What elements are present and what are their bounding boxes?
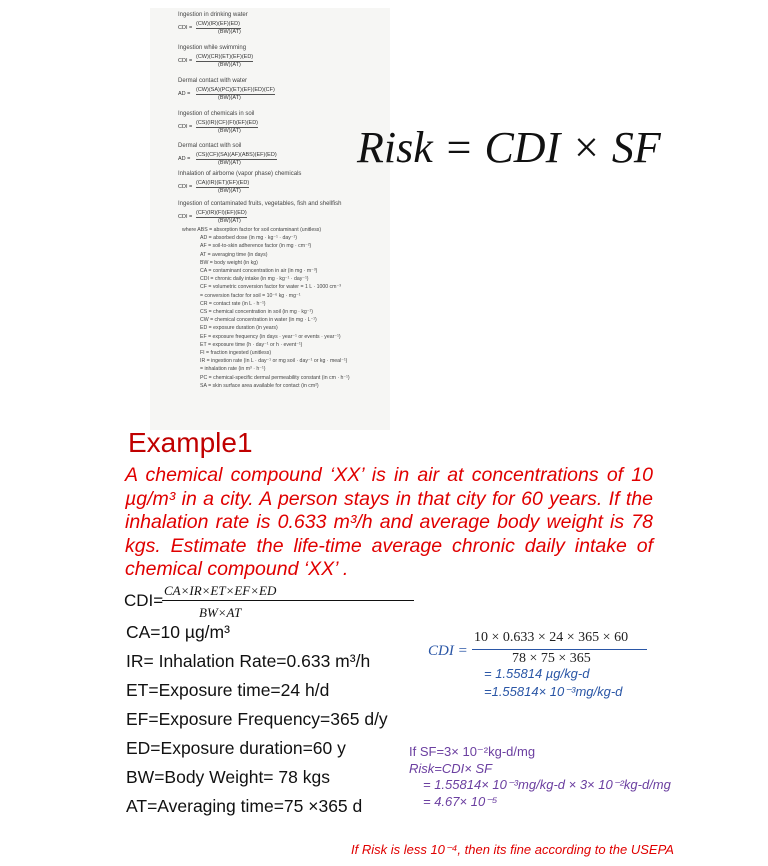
scan-equation [178,87,275,101]
risk-calc-result: = 4.67× 10⁻⁵ [423,793,498,809]
usepa-footnote: If Risk is less 10⁻⁴, then its fine according to the USEPA [351,842,674,857]
scan-equation [178,120,258,134]
risk-calc-sf: If SF=3× 10⁻²kg-d/mg [409,744,536,759]
scan-equation-label: Ingestion of contaminated fruits, vegetables, fish and shellfish [178,201,342,207]
scan-definition-line: CA = contaminant concentration in air (in mg · m⁻³) [200,268,318,275]
scan-equation-label: Ingestion of chemicals in soil [178,111,255,117]
variable-item: EF=Exposure Frequency=365 d/y [126,709,388,729]
calc-numerator: 10 × 0.633 × 24 × 365 × 60 [474,630,629,645]
scan-equation-num: (CW)(IR)(EF)(ED) [196,21,240,27]
risk-calculation [409,744,671,810]
example-title: Example1 [128,427,253,458]
scan-equation-label: Dermal contact with water [178,78,248,84]
scan-equation [178,180,249,194]
variable-item: ET=Exposure time=24 h/d [126,680,330,700]
risk-calc-substitution: = 1.55814× 10⁻³mg/kg-d × 3× 10⁻²kg-d/mg [423,777,671,792]
problem-statement: A chemical compound ‘XX’ is in air at concentrations of 10 µg/m³ in a city. A person stays in that city for 60 years. If the inhalation rate is 0.633 m³/h and average body weight is 78 kgs. Estimate the life-time average chronic daily intake of chemical compound ‘XX’ . [125,464,653,580]
scan-equation-num: (CS)(IR)(CF)(FI)(EF)(ED) [196,120,259,126]
scan-definition-line: where ABS = absorption factor for soil contaminant (unitless) [182,227,322,233]
scan-equation-lhs: CDI = [178,184,193,190]
scan-equation-num: (CS)(CF)(SA)(AF)(ABS)(EF)(ED) [196,152,277,158]
scan-definition-line: CW = chemical concentration in water (in mg · L⁻¹) [200,317,317,324]
scan-equation-lhs: CDI = [178,25,193,31]
scan-definition-line: = inhalation rate (in m³ · h⁻¹) [200,366,266,373]
scan-equation-num: (CW)(SA)(PC)(ET)(EF)(ED)(CF) [196,87,275,93]
scan-equation [178,21,241,35]
scan-equation-lhs: CDI = [178,124,193,130]
scan-equation-den: (BW)(AT) [218,28,241,35]
scan-definition-line: IR = ingestion rate (in L · day⁻¹ or mg soil · day⁻¹ or kg · meal⁻¹) [200,358,348,365]
calc-result-ug: = 1.55814 µg/kg-d [484,666,590,681]
scan-equation-den: (BW)(AT) [218,61,241,68]
variable-item: CA=10 µg/m³ [126,622,230,642]
scan-definition-line: CR = contact rate (in L · h⁻¹) [200,300,266,307]
risk-formula: Risk = CDI × SF [357,123,661,172]
scan-definition-line: CDI = chronic daily intake (in mg · kg⁻¹ · day⁻¹) [200,276,309,283]
scan-equation-den: (BW)(AT) [218,94,241,101]
calc-lhs: CDI = [428,643,468,659]
scan-definition-line: PC = chemical-specific dermal permeability constant (in cm · h⁻¹) [200,374,350,381]
scan-definition-line: FI = fraction ingested (unitless) [200,350,272,357]
scan-equation-lhs: AD = [178,156,191,162]
calc-denominator: 78 × 75 × 365 [512,651,591,666]
calc-result-mg: =1.55814× 10⁻³mg/kg-d [484,684,623,699]
scan-equation-label: Ingestion while swimming [178,45,247,51]
scan-definition-line: ET = exposure time (h · day⁻¹ or h · event⁻¹) [200,341,303,348]
scan-definition-line: AD = absorbed dose (in mg · kg⁻¹ · day⁻¹) [200,235,298,242]
fraction-bar [162,600,414,601]
scan-equation-lhs: AD = [178,91,191,97]
scan-definition-line: CF = volumetric conversion factor for water = 1 L · 1000 cm⁻³ [200,284,341,291]
scan-equation [178,54,253,68]
scan-equation-lhs: CDI = [178,214,193,220]
scan-equation [178,152,277,166]
scan-definition-line: BW = body weight (in kg) [200,259,258,266]
scan-definition-line: AT = averaging time (in days) [200,251,268,258]
scan-equation-label: Inhalation of airborne (vapor phase) chemicals [178,171,302,177]
scan-equation-den: (BW)(AT) [218,187,241,194]
scan-equation-label: Dermal contact with soil [178,143,242,149]
variable-item: IR= Inhalation Rate=0.633 m³/h [126,651,371,671]
scan-definition-line: CS = chemical concentration in soil (in mg · kg⁻¹) [200,309,314,316]
scan-equation-num: (CW)(CR)(ET)(EF)(ED) [196,54,254,60]
cdi-def-numerator: CA×IR×ET×EF×ED [164,583,277,598]
scan-equation-den: (BW)(AT) [218,217,241,224]
scan-definitions [182,226,350,390]
scan-equation-label: Ingestion in drinking water [178,12,248,18]
cdi-def-lhs: CDI= [124,591,164,610]
scan-equation-num: (CA)(IR)(ET)(EF)(ED) [196,180,250,186]
risk-calc-formula: Risk=CDI× SF [409,760,493,776]
scan-definition-line: EF = exposure frequency (in days · year⁻¹ or events · year⁻¹) [200,333,341,340]
scan-equation [178,210,247,224]
cdi-def-denominator: BW×AT [199,605,242,620]
scan-equation-den: (BW)(AT) [218,127,241,134]
equation-sheet-image [150,8,390,430]
scan-equation-num: (CF)(IR)(FI)(EF)(ED) [196,210,247,216]
fraction-bar [472,649,647,650]
scan-definition-line: SA = skin surface area available for contact (in cm²) [200,382,319,389]
scan-definition-line: = conversion factor for soil = 10⁻⁶ kg · mg⁻¹ [200,292,301,299]
scan-equation-lhs: CDI = [178,58,193,64]
variable-item: ED=Exposure duration=60 y [126,738,346,758]
scan-definition-line: AF = soil-to-skin adherence factor (in mg · cm⁻²) [200,243,312,250]
scan-equation-den: (BW)(AT) [218,159,241,166]
scan-definition-line: ED = exposure duration (in years) [200,325,278,332]
variable-item: BW=Body Weight= 78 kgs [126,767,330,787]
variable-item: AT=Averaging time=75 ×365 d [126,796,363,816]
